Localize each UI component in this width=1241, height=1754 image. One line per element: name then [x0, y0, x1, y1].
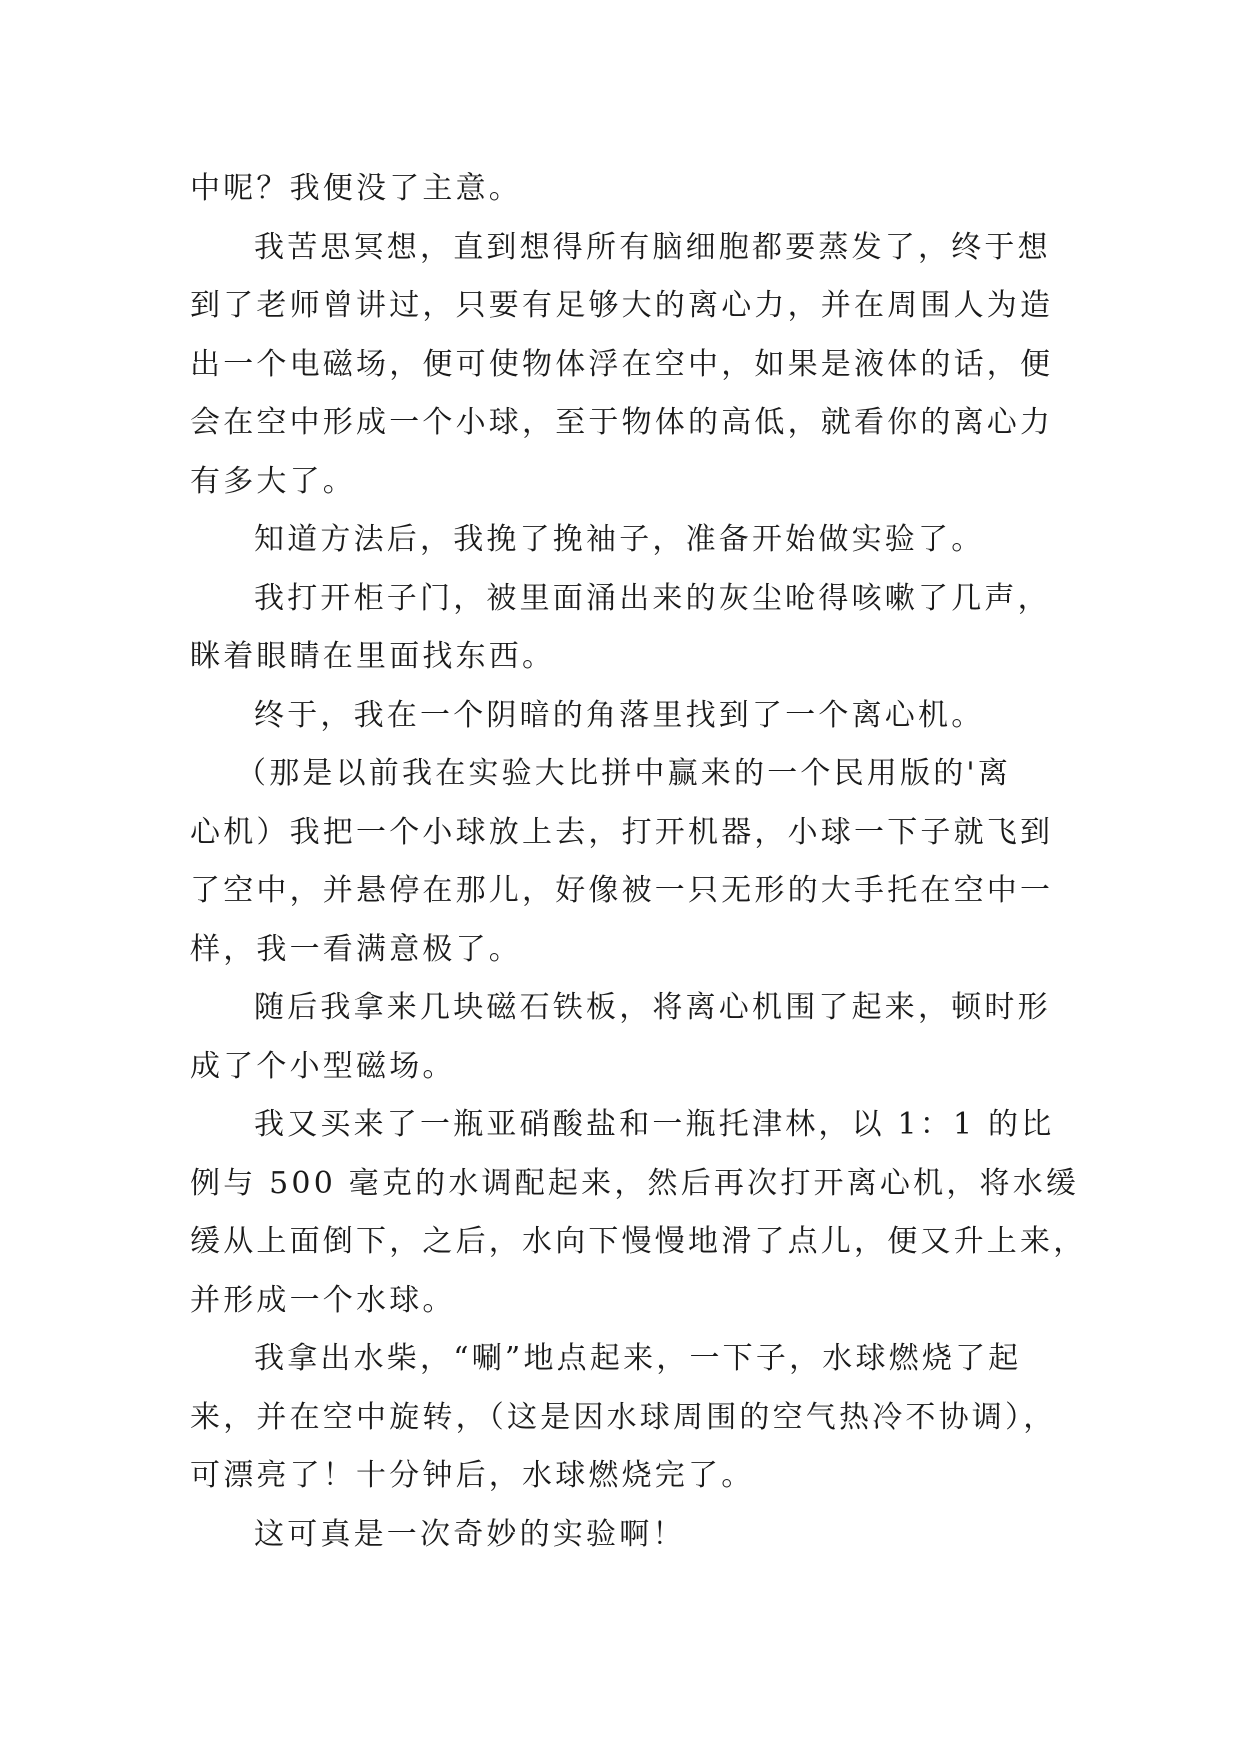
text-line: 可漂亮了！十分钟后，水球燃烧完了。: [190, 1458, 755, 1493]
text-line: 我打开柜子门，被里面涌出来的灰尘呛得咳嗽了几声，: [254, 580, 1051, 616]
text-line: 例与 500 毫克的水调配起来，然后再次打开离心机，将水缓: [190, 1165, 1080, 1201]
text-line: 了空中，并悬停在那儿，好像被一只无形的大手托在空中一: [190, 873, 1054, 908]
text-line: 缓从上面倒下，之后，水向下慢慢地滑了点儿，便又升上来，: [190, 1224, 1087, 1259]
text-line: 这可真是一次奇妙的实验啊！: [254, 1516, 686, 1552]
text-line: 中呢？我便没了主意。: [190, 171, 522, 206]
text-line: 并形成一个水球。: [190, 1282, 456, 1318]
text-line: 我拿出水柴，“唰”地点起来，一下子，水球燃烧了起: [254, 1341, 1022, 1376]
text-line: 有多大了。: [190, 463, 356, 499]
text-line: 终于，我在一个阴暗的角落里找到了一个离心机。: [254, 697, 985, 733]
text-line: 心机）我把一个小球放上去，打开机器，小球一下子就飞到: [190, 814, 1054, 850]
text-line: 随后我拿来几块磁石铁板，将离心机围了起来，顿时形: [254, 990, 1051, 1025]
text-line: 我又买来了一瓶亚硝酸盐和一瓶托津林，以 1：1 的比: [254, 1107, 1055, 1142]
text-line: （那是以前我在实验大比拼中赢来的一个民用版的'离: [236, 756, 1012, 791]
text-line: 样，我一看满意极了。: [190, 931, 522, 967]
text-line: 到了老师曾讲过，只要有足够大的离心力，并在周围人为造: [190, 288, 1054, 323]
text-line: 成了个小型磁场。: [190, 1048, 456, 1084]
document-body: [190, 160, 1087, 1564]
text-line: 来，并在空中旋转，（这是因水球周围的空气热冷不协调），: [190, 1399, 1057, 1435]
text-line: 眯着眼睛在里面找东西。: [190, 639, 556, 674]
text-line: 出一个电磁场，便可使物体浮在空中，如果是液体的话，便: [190, 346, 1054, 382]
text-line: 知道方法后，我挽了挽袖子，准备开始做实验了。: [254, 522, 985, 557]
text-line: 会在空中形成一个小球，至于物体的高低，就看你的离心力: [190, 405, 1054, 440]
text-line: 我苦思冥想，直到想得所有脑细胞都要蒸发了，终于想: [254, 229, 1051, 265]
